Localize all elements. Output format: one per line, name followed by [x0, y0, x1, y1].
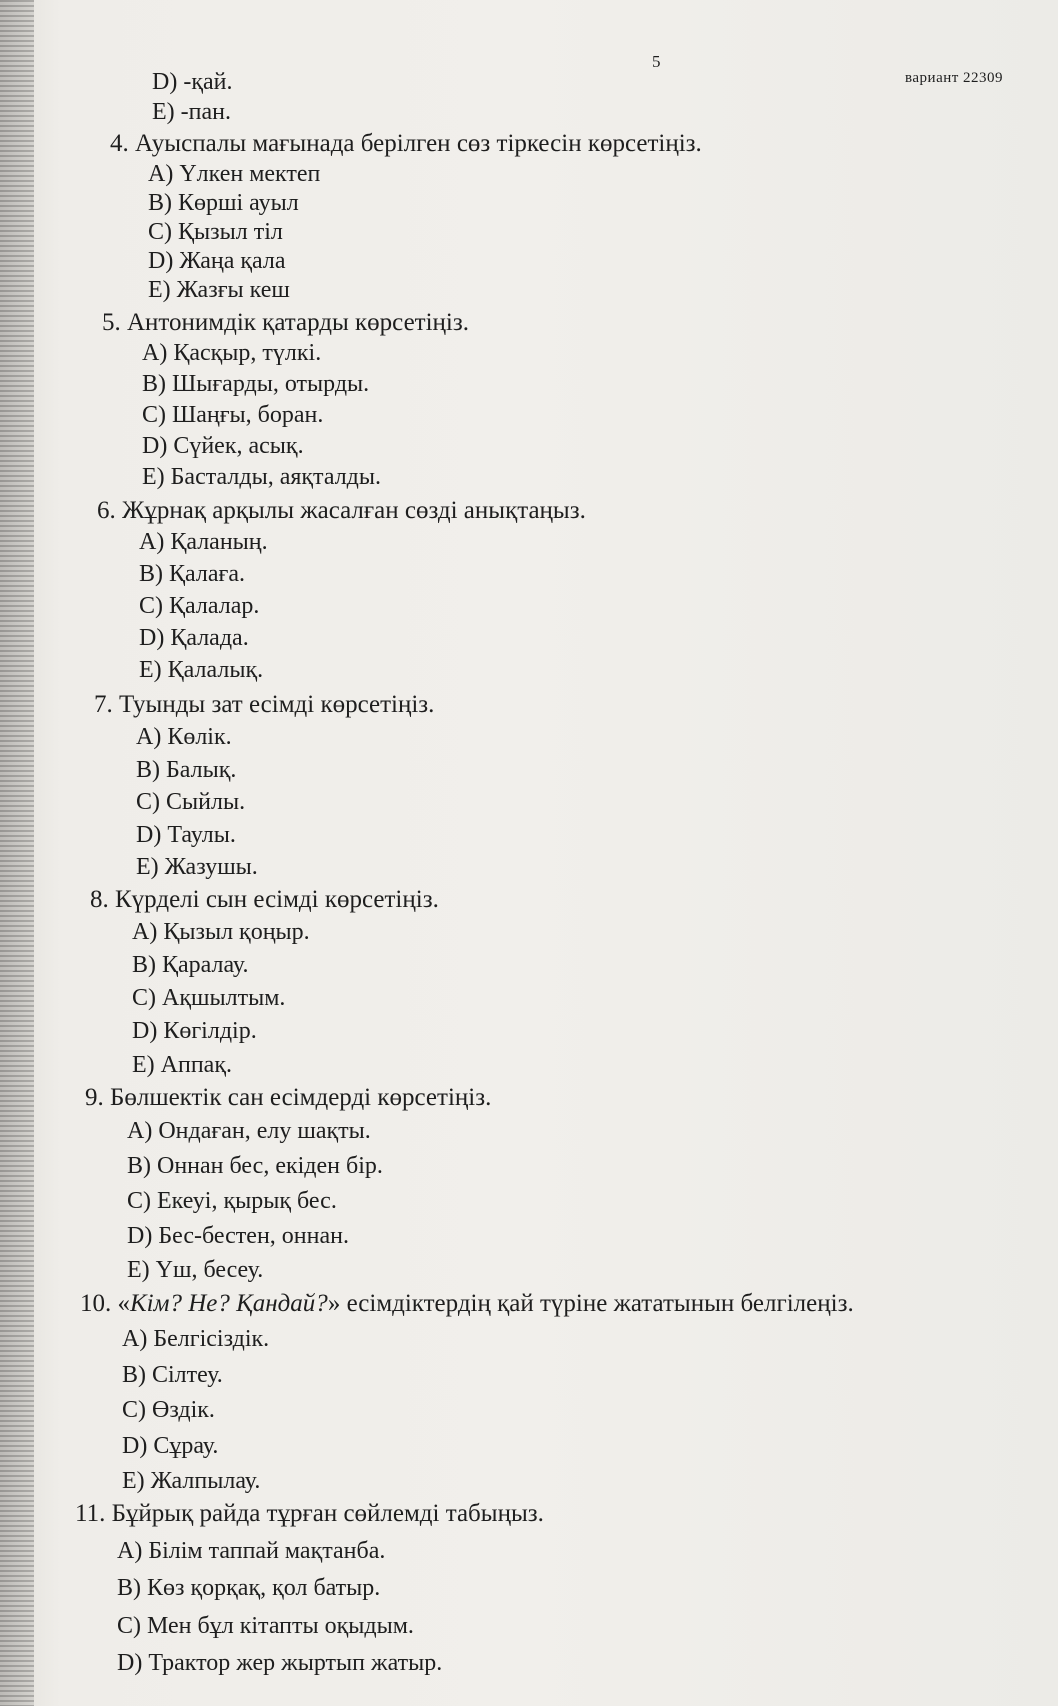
- q5-option-d: D) Сүйек, асық.: [142, 433, 304, 459]
- q11-option-b: B) Көз қорқақ, қол батыр.: [117, 1575, 381, 1601]
- q10-option-c: C) Өздік.: [122, 1397, 215, 1423]
- q7-option-a: A) Көлік.: [136, 724, 232, 750]
- q7-option-b: B) Балық.: [136, 757, 237, 783]
- q8-option-d: D) Көгілдір.: [132, 1018, 257, 1044]
- q4-option-d: D) Жаңа қала: [148, 248, 286, 274]
- q6-option-d: D) Қалада.: [139, 625, 249, 651]
- q9-option-a: A) Ондаған, елу шақты.: [127, 1118, 371, 1144]
- q8-option-c: C) Ақшылтым.: [132, 985, 286, 1011]
- question-10-suffix: » есімдіктердің қай түріне жататынын белгілеңіз.: [327, 1290, 854, 1317]
- question-5: 5. Антонимдік қатарды көрсетіңіз.: [102, 309, 469, 336]
- q4-option-b: B) Көрші ауыл: [148, 190, 299, 216]
- q5-option-e: E) Басталды, аяқталды.: [142, 464, 382, 490]
- q9-option-d: D) Бес-бестен, оннан.: [127, 1223, 349, 1249]
- q8-option-b: B) Қаралау.: [132, 952, 249, 978]
- option-e: E) -пан.: [152, 99, 231, 125]
- q6-option-c: C) Қалалар.: [139, 593, 260, 619]
- page-edge-shadow: [0, 0, 34, 1706]
- variant-label: вариант 22309: [905, 70, 1004, 86]
- option-d: D) -қай.: [152, 69, 233, 95]
- question-8: 8. Күрделі сын есімді көрсетіңіз.: [90, 886, 439, 913]
- q11-option-a: A) Білім таппай мақтанба.: [117, 1538, 386, 1564]
- question-10-prefix: 10. «: [80, 1290, 130, 1317]
- q5-option-a: A) Қасқыр, түлкі.: [142, 340, 322, 366]
- q9-option-b: B) Оннан бес, екіден бір.: [127, 1153, 383, 1179]
- question-4: 4. Ауыспалы мағынада берілген сөз тіркесін көрсетіңіз.: [110, 130, 702, 157]
- q11-option-d: D) Трактор жер жыртып жатыр.: [117, 1650, 443, 1676]
- q9-option-c: C) Екеуі, қырық бес.: [127, 1188, 337, 1214]
- q4-option-a: A) Үлкен мектеп: [148, 161, 321, 187]
- q10-option-a: A) Белгісіздік.: [122, 1326, 270, 1352]
- q5-option-c: C) Шаңғы, боран.: [142, 402, 324, 428]
- q11-option-c: C) Мен бұл кітапты оқыдым.: [117, 1613, 414, 1639]
- question-10-italic: Кім? Не? Қандай?: [130, 1290, 328, 1317]
- q6-option-e: E) Қалалық.: [139, 657, 264, 683]
- question-11: 11. Бұйрық райда тұрған сөйлемді табыңыз.: [75, 1500, 544, 1527]
- q10-option-b: B) Сілтеу.: [122, 1362, 223, 1388]
- q9-option-e: E) Үш, бесеу.: [127, 1257, 264, 1283]
- question-6: 6. Жұрнақ арқылы жасалған сөзді анықтаңыз.: [97, 497, 586, 524]
- question-10: [80, 1290, 854, 1318]
- question-9: 9. Бөлшектік сан есімдерді көрсетіңіз.: [85, 1084, 492, 1111]
- q10-option-e: E) Жалпылау.: [122, 1468, 261, 1494]
- question-7: 7. Туынды зат есімді көрсетіңіз.: [94, 691, 435, 718]
- q4-option-c: C) Қызыл тіл: [148, 219, 283, 245]
- q10-option-d: D) Сұрау.: [122, 1433, 219, 1459]
- q6-option-b: B) Қалаға.: [139, 561, 245, 587]
- q5-option-b: B) Шығарды, отырды.: [142, 371, 370, 397]
- q8-option-e: E) Аппақ.: [132, 1052, 232, 1078]
- q7-option-e: E) Жазушы.: [136, 854, 258, 880]
- q4-option-e: E) Жазғы кеш: [148, 277, 290, 303]
- q7-option-d: D) Таулы.: [136, 822, 236, 848]
- page-number: 5: [652, 52, 661, 71]
- q6-option-a: A) Қаланың.: [139, 529, 268, 555]
- q8-option-a: A) Қызыл қоңыр.: [132, 919, 310, 945]
- q7-option-c: C) Сыйлы.: [136, 789, 246, 815]
